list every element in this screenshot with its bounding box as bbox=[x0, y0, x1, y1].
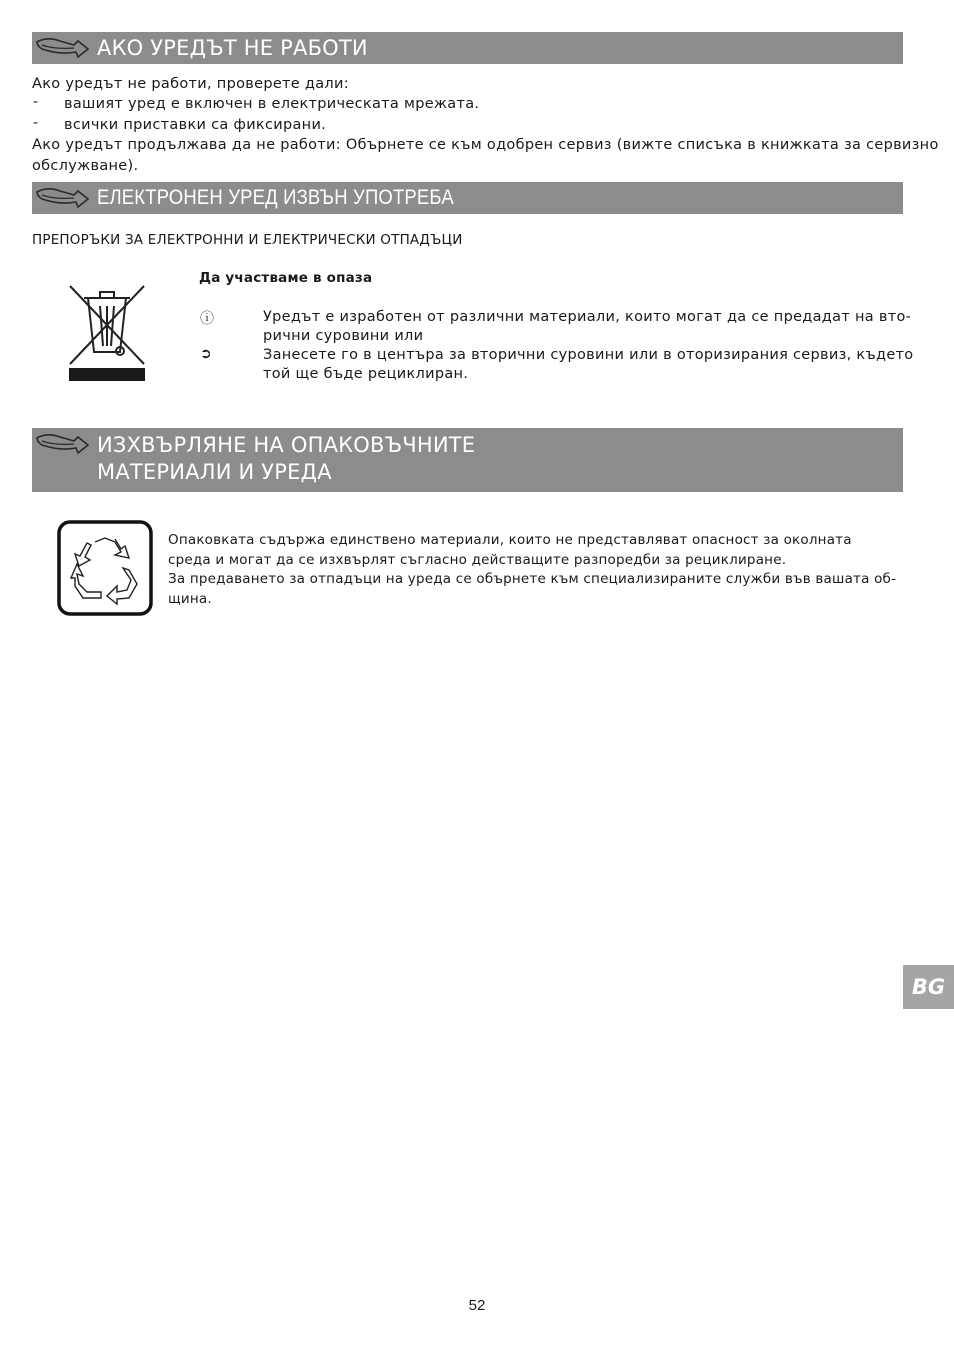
weee-item-text-cont: той ще бъде рециклиран. bbox=[263, 366, 469, 382]
page-number: 52 bbox=[468, 1297, 486, 1314]
intro-text: Ако уредът не работи, проверете дали: bbox=[32, 76, 349, 92]
packaging-text: Опаковката съдържа единствено материали, които не представляват опасност за околната bbox=[168, 532, 852, 548]
section-header-packaging bbox=[32, 428, 903, 492]
hand-arrow-icon bbox=[34, 35, 90, 61]
hand-arrow-icon bbox=[34, 185, 90, 211]
weee-bold-heading: Да участваме в опаза bbox=[199, 270, 373, 286]
outro-text-cont: обслужване). bbox=[32, 158, 139, 174]
section-title: ЕЛЕКТРОНЕН УРЕД ИЗВЪН УПОТРЕБА bbox=[97, 186, 454, 209]
section-title: ИЗХВЪРЛЯНЕ НА ОПАКОВЪЧНИТЕ МАТЕРИАЛИ И УРЕДА bbox=[97, 433, 476, 484]
weee-subheading: ПРЕПОРЪКИ ЗА ЕЛЕКТРОННИ И ЕЛЕКТРИЧЕСКИ ОТПАДЪЦИ bbox=[32, 232, 463, 248]
bullet-marker: - bbox=[33, 115, 39, 131]
bullet-marker: - bbox=[33, 94, 39, 110]
bullet-text: вашият уред е включен в електрическата мрежата. bbox=[64, 96, 480, 112]
weee-item-text: Занесете го в центъра за вторични суровини или в оторизирания сервиз, където bbox=[263, 347, 914, 363]
outro-text: Ако уредът продължава да не работи: Обърнете се към одобрен сервиз (вижте списъка в книжката за сервизно bbox=[32, 137, 939, 153]
info-icon: ⓘ bbox=[200, 311, 214, 327]
weee-item-text: Уредът е изработен от различни материали, които могат да се предадат на вто- bbox=[263, 309, 912, 325]
recycling-symbol-icon bbox=[57, 520, 153, 616]
crossed-out-wheelie-bin-icon bbox=[66, 282, 148, 382]
section-title: АКО УРЕДЪТ НЕ РАБОТИ bbox=[97, 36, 368, 60]
bullet-text: всички приставки са фиксирани. bbox=[64, 117, 327, 133]
section-header-not-working bbox=[32, 32, 903, 64]
hand-arrow-icon bbox=[34, 431, 90, 457]
weee-item-text-cont: рични суровини или bbox=[263, 328, 424, 344]
packaging-text: щина. bbox=[168, 591, 212, 607]
section-header-disposal bbox=[32, 182, 903, 214]
language-tab: BG bbox=[903, 965, 954, 1009]
packaging-text: среда и могат да се изхвърлят съгласно действащите разпоредби за рециклиране. bbox=[168, 552, 787, 568]
arrow-bullet-icon: ➲ bbox=[200, 346, 212, 362]
packaging-text: За предаването за отпадъци на уреда се обърнете към специализираните служби във вашата об- bbox=[168, 571, 897, 587]
